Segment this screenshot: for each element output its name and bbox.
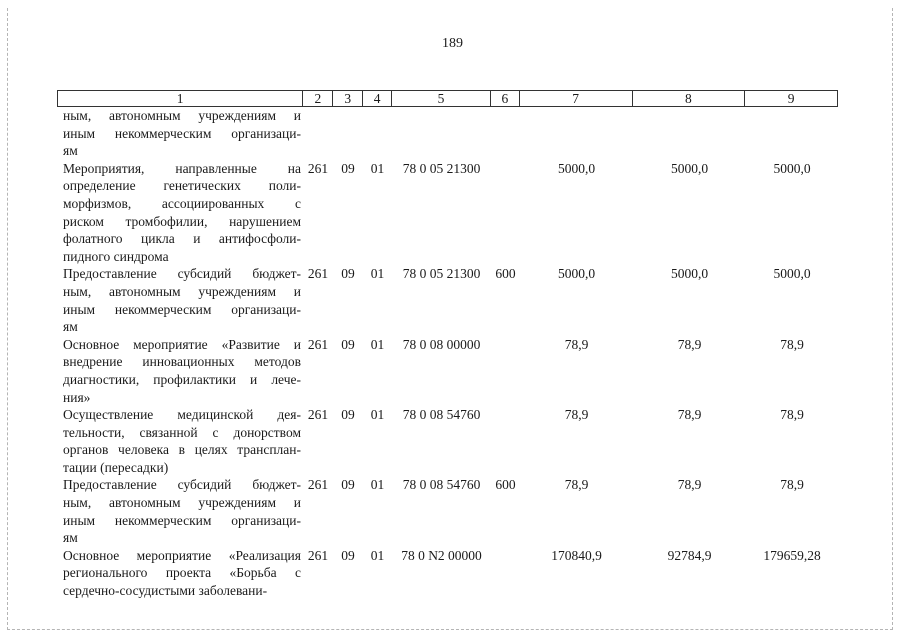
- amount-year-1: 5000,0: [557, 266, 596, 282]
- row-description: [57, 336, 303, 406]
- target-article-code: 78 0 08 54760: [402, 477, 481, 493]
- header-cell-6: 6: [491, 91, 520, 106]
- expense-type-code: [491, 406, 520, 476]
- description-line: ным, автономным учреждениям и: [63, 108, 301, 123]
- glava-code: 261: [307, 477, 329, 493]
- table-row: [57, 160, 838, 266]
- section-code: 09: [341, 477, 355, 493]
- description-line: определение генетических поли-: [63, 178, 301, 194]
- row-description: [57, 160, 303, 266]
- amount-year-3: 5000,0: [773, 160, 811, 176]
- subsection-code: 01: [370, 160, 385, 176]
- expense-type-code: [491, 107, 520, 160]
- header-cell-5: 5: [392, 91, 491, 106]
- description-line: иным некоммерческим организаци-: [63, 125, 301, 141]
- amount-year-1: [520, 107, 633, 160]
- description-line: пидного синдрома: [63, 248, 169, 264]
- table-row: [57, 476, 838, 546]
- subsection-code: 01: [370, 266, 385, 282]
- row-description: [57, 265, 303, 335]
- description-line: внедрение инновационных методов: [63, 354, 301, 370]
- amount-year-3: 5000,0: [773, 266, 811, 282]
- table-row: [57, 265, 838, 335]
- amount-year-3: 78,9: [780, 407, 804, 423]
- subsection-code: 01: [370, 477, 385, 493]
- description-line: фолатного цикла и антифосфоли-: [63, 231, 301, 247]
- description-line: Мероприятия, направленные на: [63, 160, 301, 176]
- description-line: ния»: [63, 389, 91, 405]
- description-line: ным, автономным учреждениям и: [63, 283, 301, 299]
- description-line: Предоставление субсидий бюджет-: [63, 477, 301, 493]
- expense-type-code: [491, 160, 520, 266]
- target-article-code: 78 0 N2 00000: [401, 547, 482, 563]
- description-line: ным, автономным учреждениям и: [63, 495, 301, 511]
- header-cell-3: 3: [333, 91, 363, 106]
- amount-year-1: 78,9: [564, 407, 589, 423]
- description-line: иным некоммерческим организаци-: [63, 512, 301, 528]
- subsection-code: 01: [370, 336, 385, 352]
- description-line: регионального проекта «Борьба с: [63, 565, 301, 581]
- glava-code: 261: [307, 407, 329, 423]
- table-body: [57, 107, 838, 600]
- subsection-code: [363, 107, 392, 160]
- section-code: 09: [341, 336, 355, 352]
- amount-year-1: 5000,0: [557, 160, 596, 176]
- amount-year-2: [633, 107, 746, 160]
- amount-year-2: 5000,0: [670, 266, 709, 282]
- row-description: [57, 476, 303, 546]
- glava-code: 261: [307, 266, 329, 282]
- amount-year-2: 5000,0: [670, 160, 709, 176]
- amount-year-3: 179659,28: [763, 547, 821, 563]
- amount-year-1: 78,9: [564, 477, 589, 493]
- description-line: Основное мероприятие «Реализация: [63, 547, 301, 563]
- section-code: 09: [341, 160, 355, 176]
- description-line: диагностики, профилактики и лече-: [63, 371, 301, 387]
- description-line: тельности, связанной с донорством: [63, 424, 301, 440]
- header-cell-4: 4: [363, 91, 392, 106]
- expense-type-code: [491, 336, 520, 406]
- description-line: органов человека в целях трансплан-: [63, 442, 301, 458]
- description-line: иным некоммерческим организаци-: [63, 301, 301, 317]
- table-row: [57, 406, 838, 476]
- table-row: [57, 547, 838, 600]
- description-line: Предоставление субсидий бюджет-: [63, 266, 301, 282]
- header-cell-8: 8: [633, 91, 746, 106]
- subsection-code: 01: [370, 547, 385, 563]
- page-number: 189: [442, 36, 463, 51]
- target-article-code: 78 0 08 00000: [402, 336, 481, 352]
- glava-code: 261: [307, 336, 329, 352]
- target-article-code: 78 0 05 21300: [402, 160, 481, 176]
- glava-code: 261: [307, 547, 329, 563]
- header-cell-9: 9: [787, 91, 795, 106]
- description-line: морфизмов, ассоциированных с: [63, 195, 301, 211]
- header-cell-1: 1: [58, 91, 303, 106]
- description-line: ям: [63, 319, 78, 335]
- description-line: ям: [63, 143, 78, 159]
- amount-year-2: 92784,9: [667, 547, 712, 563]
- header-cell-7: 7: [520, 91, 633, 106]
- target-article-code: 78 0 08 54760: [402, 407, 481, 423]
- expense-type-code: [491, 547, 520, 600]
- table-row: [57, 107, 838, 160]
- section-code: 09: [341, 266, 355, 282]
- section-code: 09: [341, 407, 355, 423]
- target-article-code: 78 0 05 21300: [402, 266, 481, 282]
- amount-year-1: 78,9: [564, 336, 589, 352]
- target-article-code: [392, 107, 491, 160]
- expense-type-code: 600: [495, 477, 516, 493]
- table-header: [57, 90, 838, 107]
- row-description: [57, 547, 303, 600]
- row-description: [57, 107, 303, 160]
- amount-year-2: 78,9: [677, 477, 702, 493]
- row-description: [57, 406, 303, 476]
- description-line: риском тромбофилии, нарушением: [63, 213, 301, 229]
- amount-year-3: 78,9: [780, 336, 804, 352]
- amount-year-2: 78,9: [677, 407, 702, 423]
- section-code: 09: [341, 547, 355, 563]
- description-line: тации (пересадки): [63, 459, 169, 475]
- table-row: [57, 336, 838, 406]
- description-line: ям: [63, 530, 78, 546]
- description-line: Основное мероприятие «Развитие и: [63, 336, 301, 352]
- description-line: Осуществление медицинской дея-: [63, 407, 301, 423]
- header-cell-2: 2: [303, 91, 333, 106]
- amount-year-1: 170840,9: [551, 547, 602, 563]
- glava-code: [303, 107, 333, 160]
- amount-year-3: [746, 107, 838, 160]
- amount-year-2: 78,9: [677, 336, 702, 352]
- subsection-code: 01: [370, 407, 385, 423]
- description-line: сердечно-сосудистыми заболевани-: [63, 583, 268, 599]
- glava-code: 261: [307, 160, 329, 176]
- section-code: [333, 107, 363, 160]
- expense-type-code: 600: [495, 266, 516, 282]
- amount-year-3: 78,9: [780, 477, 804, 493]
